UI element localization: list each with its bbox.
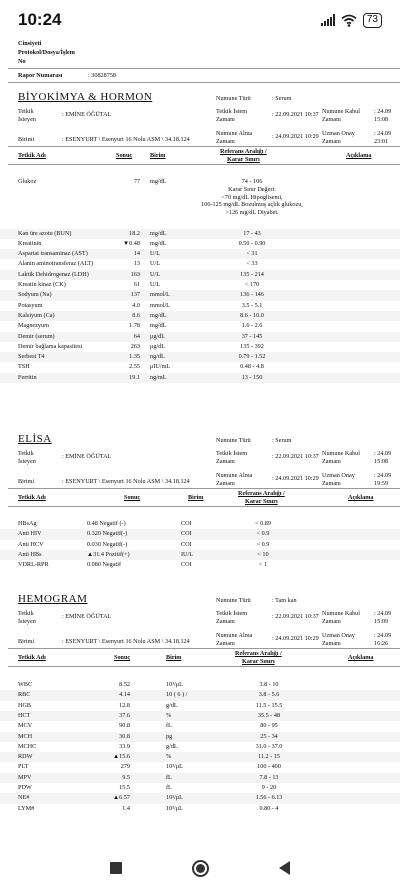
test-name: LYM#	[18, 804, 35, 812]
test-reference: 136 - 146	[240, 291, 264, 299]
table-row	[0, 270, 400, 280]
test-reference: 8.6 - 10.0	[240, 311, 264, 319]
test-name: Demir bağlama kapasitesi	[18, 342, 83, 350]
test-reference: 9 - 20	[261, 784, 277, 791]
meta-numune-kabul-label: Numune Kabul Zamanı	[322, 108, 360, 123]
test-reference: < 0.89	[255, 520, 271, 527]
test-name: MCV	[18, 722, 33, 730]
test-result: ▼0.48	[123, 239, 140, 247]
meta-uzman-onay-label: Uzman Onay Zamanı	[322, 472, 355, 487]
meta-birimi-value: : ESENYURT \ Esenyurt 16 Nolu ASM \ 34.18.124	[62, 136, 190, 143]
test-unit: ng/mL	[150, 373, 167, 381]
column-header-name: Tetkik Adı	[18, 152, 46, 159]
meta-numune-kabul-value: : 24.09 15:08	[374, 450, 392, 465]
test-unit: 10³/μL	[166, 794, 183, 802]
test-result: 4.14	[119, 691, 130, 699]
column-header-unit: Birim	[188, 494, 204, 501]
protokol-label: Protokol/Dosya/İşlem	[18, 49, 75, 56]
test-name: Anti HBs	[18, 550, 42, 558]
test-unit: μg/dL	[150, 342, 166, 350]
test-result: 163	[130, 270, 140, 278]
table-row	[0, 804, 400, 814]
lab-report-document[interactable]	[0, 40, 400, 848]
table-row	[0, 732, 400, 742]
test-result: 137	[130, 291, 140, 299]
meta-tetkik-value: : EMİNE ÖĞÜTAL	[62, 111, 112, 118]
wifi-icon	[341, 14, 357, 27]
test-result: 1.35	[129, 353, 140, 361]
test-result: 64	[133, 332, 140, 340]
meta-numune-kabul-label: Numune Kabul Zamanı	[322, 610, 360, 625]
test-result: 30.8	[119, 732, 130, 740]
test-reference: < 1	[258, 561, 268, 569]
meta-uzman-onay-value: : 24.09 19:59	[374, 472, 392, 487]
table-row	[0, 321, 400, 331]
test-reference: 135 - 392	[240, 342, 264, 350]
test-name: MCHC	[18, 742, 37, 750]
home-button[interactable]	[192, 860, 209, 877]
test-reference: 31.0 - 37.0	[255, 742, 283, 750]
test-reference: 7.8 - 13	[259, 773, 279, 781]
meta-tetkik-istem-value: : 22.09.2021 10:37	[272, 111, 319, 118]
test-name: RDW	[18, 753, 33, 761]
meta-tetkik-value: : EMİNE ÖĞÜTAL	[62, 453, 112, 460]
back-button[interactable]	[279, 861, 290, 875]
test-result: 12.8	[119, 701, 130, 709]
test-unit: U/L	[150, 281, 160, 288]
rapor-value: : 30828758	[88, 72, 117, 79]
test-reference: 3.8 - 10	[259, 681, 279, 688]
test-reference: 3.8 - 5.6	[258, 691, 280, 699]
section-title: HEMOGRAM	[18, 593, 88, 605]
test-unit: U/L	[150, 260, 160, 268]
test-result: 90.8	[119, 722, 130, 730]
column-header-reference: Referans Aralığı / Karar Sınırı	[238, 490, 285, 505]
meta-tetkik-istem-label: Tetkik İstem Zamanı	[216, 610, 248, 625]
test-result: 1.78	[129, 322, 140, 330]
meta-numune-alma-label: Numune Alma Zamanı	[216, 632, 253, 647]
test-result: 0.030 Negatif(-)	[87, 540, 128, 548]
table-row	[0, 177, 400, 229]
meta-numune-alma-value: : 24.09.2021 10:29	[272, 133, 319, 140]
clock: 10:24	[18, 10, 62, 29]
table-row	[0, 373, 400, 383]
test-reference: < 10	[257, 550, 269, 558]
section-title: ELİSA	[18, 433, 52, 445]
test-unit: COI	[181, 561, 192, 569]
column-header-name: Tetkik Adı	[18, 654, 46, 661]
meta-birimi-value: : ESENYURT \ Esenyurt 16 Nolu ASM \ 34.18.124	[62, 478, 190, 485]
meta-uzman-onay-label: Uzman Onay Zamanı	[322, 632, 355, 647]
test-unit: COI	[181, 540, 192, 548]
test-name: Aspartat transaminaz (AST)	[18, 250, 88, 258]
test-reference: 80 - 95	[260, 722, 278, 730]
test-name: Kreatin kinaz (CK)	[18, 281, 66, 288]
table-row	[0, 773, 400, 783]
meta-tetkik-label: Tetkik İsteyen	[18, 450, 36, 465]
navigation-bar	[0, 848, 400, 888]
column-header-result: Sonuç	[116, 152, 133, 159]
test-result: 8.52	[119, 681, 130, 688]
table-row	[0, 280, 400, 290]
test-unit: %	[166, 753, 172, 761]
table-row	[0, 362, 400, 372]
test-unit: mg/dL	[150, 239, 167, 247]
meta-numune-turu-label: Numune Türü	[216, 95, 251, 102]
test-name: MPV	[18, 773, 32, 781]
test-result: 2.55	[129, 363, 140, 371]
test-name: HBsAg	[18, 520, 37, 527]
test-unit: g/dL	[166, 742, 178, 750]
test-unit: 10³/μL	[166, 804, 183, 812]
table-row	[0, 249, 400, 259]
column-header-unit: Birim	[166, 654, 182, 661]
test-name: TSH	[18, 363, 30, 371]
cinsiyeti-label: Cinsiyeti	[18, 40, 42, 47]
test-reference: 100 - 400	[257, 763, 281, 771]
table-row	[0, 352, 400, 362]
test-unit: U/L	[150, 270, 160, 278]
meta-numune-turu-label: Numune Türü	[216, 597, 251, 604]
meta-birimi-label: Birimi	[18, 478, 35, 485]
table-row	[0, 762, 400, 772]
test-unit: pg	[166, 732, 173, 740]
meta-numune-turu-label: Numune Türü	[216, 437, 251, 444]
test-unit: ng/dL	[150, 353, 165, 361]
meta-numune-alma-label: Numune Alma Zamanı	[216, 472, 253, 487]
test-reference: 1.6 - 2.6	[241, 322, 263, 330]
test-name: WBC	[18, 681, 33, 688]
meta-birimi-label: Birimi	[18, 638, 35, 645]
test-name: HGB	[18, 701, 32, 709]
table-row	[0, 701, 400, 711]
column-header-unit: Birim	[150, 152, 166, 159]
table-row	[0, 690, 400, 700]
test-result: ▲15.6	[113, 753, 130, 761]
test-name: VDRL-RPR	[18, 561, 49, 569]
test-result: 15.5	[119, 784, 130, 791]
test-name: Anti HIV	[18, 530, 42, 538]
test-reference: 25 - 34	[260, 732, 278, 740]
test-result: 37.6	[119, 711, 130, 719]
test-name: Serbest T4	[18, 353, 45, 361]
test-reference: < 0.9	[256, 530, 270, 538]
test-name: HCT	[18, 711, 31, 719]
test-result: 9.5	[122, 773, 130, 781]
table-row	[0, 301, 400, 311]
test-name: Alanin aminotransferaz (ALT)	[18, 260, 94, 268]
meta-numune-alma-label: Numune Alma Zamanı	[216, 130, 253, 145]
test-result: ▲6.57	[113, 794, 130, 802]
test-reference: < 33	[246, 260, 258, 268]
meta-numune-turu-value: : Serum	[272, 437, 292, 444]
meta-tetkik-istem-value: : 22.09.2021 10:37	[272, 453, 319, 460]
test-result: 0.48 Negatif (-)	[87, 520, 126, 527]
test-result: 33.9	[119, 742, 130, 750]
test-reference: < 0.9	[256, 540, 270, 548]
test-unit: U/L	[150, 250, 160, 258]
test-name: Kan üre azotu (BUN)	[18, 229, 72, 237]
signal-icon	[321, 14, 335, 26]
meta-uzman-onay-label: Uzman Onay Zamanı	[322, 130, 355, 145]
no-label: No	[18, 58, 26, 65]
battery-icon: 73	[363, 13, 382, 28]
meta-numune-alma-value: : 24.09.2021 10:29	[272, 635, 319, 642]
meta-tetkik-istem-label: Tetkik İstem Zamanı	[216, 108, 248, 123]
meta-numune-kabul-label: Numune Kabul Zamanı	[322, 450, 360, 465]
test-unit: mg/dL	[150, 322, 167, 330]
table-row	[0, 540, 400, 550]
test-result: 8.6	[132, 311, 140, 319]
test-unit: μIU/mL	[150, 363, 171, 371]
test-result: 0.320 Negatif(-)	[87, 530, 128, 538]
column-header-note: Açıklama	[346, 152, 372, 159]
test-name: Magnezyum	[18, 322, 49, 330]
test-unit: 10³/μL	[166, 681, 183, 688]
test-name: Kalsiyum (Ca)	[18, 311, 55, 319]
table-row	[0, 783, 400, 793]
test-unit: mmol/L	[150, 301, 170, 309]
test-unit: %	[166, 711, 172, 719]
test-unit: fL	[166, 784, 172, 791]
test-reference: 11.5 - 15.5	[255, 701, 283, 709]
table-row	[0, 550, 400, 560]
column-header-reference: Referans Aralığı / Karar Sınırı	[235, 650, 282, 665]
test-reference: 0.80 - 4	[259, 804, 279, 812]
column-header-note: Açıklama	[348, 654, 374, 661]
meta-tetkik-label: Tetkik İsteyen	[18, 610, 36, 625]
test-result: 1.4	[122, 804, 130, 812]
test-reference: 1.56 - 6.13	[255, 794, 283, 802]
test-reference: 0.48 - 4.8	[240, 363, 264, 371]
meta-birimi-label: Birimi	[18, 136, 35, 143]
test-result: 0.080 Negatif	[87, 561, 122, 569]
test-name: RBC	[18, 691, 31, 699]
test-name: Ferritin	[18, 373, 37, 381]
test-reference: 0.50 - 0.90	[238, 239, 266, 247]
table-row	[0, 239, 400, 249]
test-reference: 37 - 145	[241, 332, 263, 340]
test-result: 4.0	[132, 301, 140, 309]
test-reference: 35.5 - 48	[257, 711, 281, 719]
table-row	[0, 752, 400, 762]
test-reference: 0.79 - 1.52	[238, 353, 266, 361]
test-reference: 74 - 106 Karar Sınır Değeri: <70 mg/dL Hipoglisemi, 100-125 mg/dL Bozulmuş açlık glukozu, >126 mg/dL Diyabet.	[201, 178, 303, 216]
table-row	[0, 711, 400, 721]
system-icons	[321, 13, 382, 28]
status-bar	[0, 0, 400, 40]
test-name: Kreatinin	[18, 239, 42, 247]
meta-numune-turu-value: : Tam kan	[272, 597, 297, 604]
table-row	[0, 721, 400, 731]
meta-numune-alma-value: : 24.09.2021 10:29	[272, 475, 319, 482]
table-row	[0, 680, 400, 690]
test-reference: 17 - 43	[243, 229, 261, 237]
test-name: Laktik Dehidrogenaz (LDH)	[18, 270, 89, 278]
test-unit: 10 ( 6 ) /	[166, 691, 188, 699]
test-result: 18.2	[129, 229, 140, 237]
meta-numune-kabul-value: : 24.09 15:08	[374, 108, 392, 123]
test-name: PDW	[18, 784, 32, 791]
test-name: Potasyum	[18, 301, 43, 309]
test-unit: μg/dL	[150, 332, 166, 340]
test-name: Glukoz	[18, 178, 37, 185]
test-unit: mg/dL	[150, 178, 167, 185]
recents-button[interactable]	[110, 862, 122, 874]
test-unit: COI	[181, 520, 192, 527]
test-reference: < 31	[246, 250, 258, 258]
table-row	[0, 519, 400, 529]
test-result: 77	[133, 178, 140, 185]
table-row	[0, 332, 400, 342]
meta-birimi-value: : ESENYURT \ Esenyurt 16 Nolu ASM \ 34.18.124	[62, 638, 190, 645]
test-unit: mg/dL	[150, 229, 167, 237]
test-name: Sodyum (Na)	[18, 291, 52, 299]
meta-numune-kabul-value: : 24.09 15:09	[374, 610, 392, 625]
column-header-result: Sonuç	[124, 494, 141, 501]
test-reference: 11.2 - 15	[258, 753, 280, 761]
table-row	[0, 529, 400, 539]
meta-tetkik-istem-value: : 22.09.2021 10:37	[272, 613, 319, 620]
table-row	[0, 290, 400, 300]
test-result: 279	[120, 763, 130, 771]
table-row	[0, 742, 400, 752]
meta-tetkik-label: Tetkik İsteyen	[18, 108, 36, 123]
meta-tetkik-value: : EMİNE ÖĞÜTAL	[62, 613, 112, 620]
test-name: PLT	[18, 763, 29, 771]
test-unit: IU/L	[181, 550, 194, 558]
test-result: 61	[133, 281, 140, 288]
test-name: MCH	[18, 732, 33, 740]
test-reference: < 170	[244, 281, 260, 288]
column-header-note: Açıklama	[348, 494, 374, 501]
test-name: Demir (serum)	[18, 332, 55, 340]
test-unit: 10³/μL	[166, 763, 183, 771]
test-unit: g/dL	[166, 701, 178, 709]
test-unit: COI	[181, 530, 192, 538]
test-result: 263	[130, 342, 140, 350]
test-unit: fL	[166, 773, 172, 781]
table-row	[0, 311, 400, 321]
test-unit: mg/dL	[150, 311, 167, 319]
test-result: 19.1	[129, 373, 140, 381]
table-row	[0, 560, 400, 570]
table-row	[0, 229, 400, 239]
column-header-name: Tetkik Adı	[18, 494, 46, 501]
test-unit: mmol/L	[150, 291, 170, 299]
section-title: BİYOKİMYA & HORMON	[18, 91, 153, 103]
table-row	[0, 793, 400, 803]
meta-uzman-onay-value: : 24.09 16:26	[374, 632, 392, 647]
test-unit: fL	[166, 722, 172, 730]
table-row	[0, 342, 400, 352]
meta-numune-turu-value: : Serum	[272, 95, 292, 102]
test-reference: 13 - 150	[241, 373, 263, 381]
test-reference: 135 - 214	[240, 270, 264, 278]
meta-tetkik-istem-label: Tetkik İstem Zamanı	[216, 450, 248, 465]
test-result: 13	[133, 260, 140, 268]
column-header-reference: Referans Aralığı / Karar Sınırı	[220, 148, 267, 163]
test-name: Anti HCV	[18, 540, 44, 548]
table-row	[0, 259, 400, 269]
test-result: ▲31.4 Pozitif(+)	[87, 550, 130, 558]
rapor-label: Rapor Numarası	[18, 72, 63, 79]
test-result: 14	[133, 250, 140, 258]
test-name: NE#	[18, 794, 30, 802]
test-reference: 3.5 - 5.1	[241, 301, 263, 309]
column-header-result: Sonuç	[114, 654, 131, 661]
meta-uzman-onay-value: : 24.09 23:01	[374, 130, 392, 145]
